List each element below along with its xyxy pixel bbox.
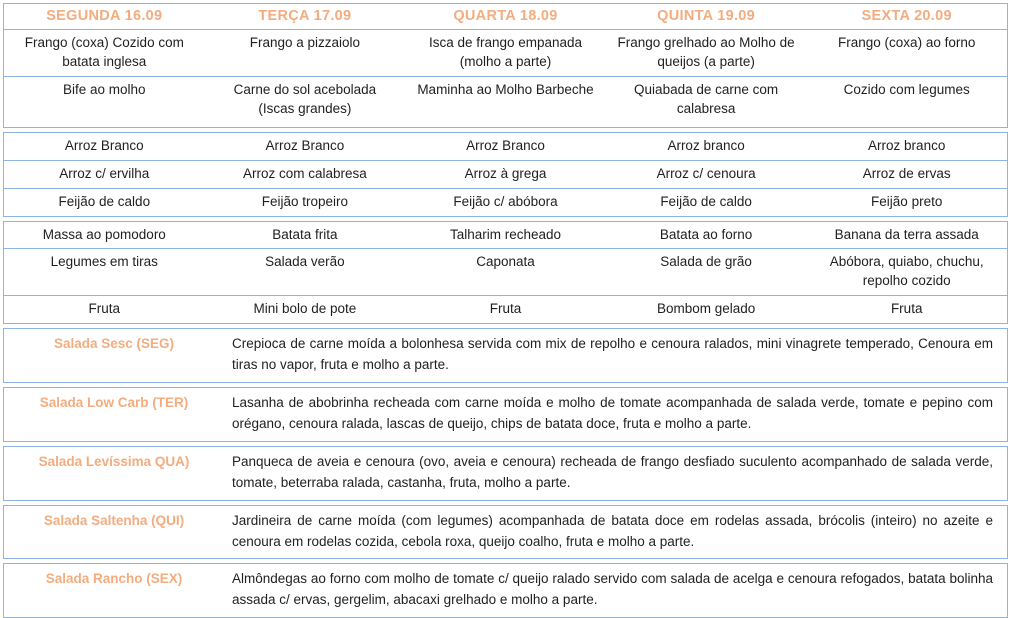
menu-cell: Arroz Branco: [466, 137, 545, 153]
menu-cell: Frango (coxa) ao forno: [838, 35, 976, 51]
salad-description: Lasanha de abobrinha recheada com carne moída e molho de tomate acompanhada de salada verde, tomate e pepino com orégano, cenoura ralada, lascas de queijo, chips de batata doce, fruta e molho a parte.: [232, 394, 993, 431]
salad-description: Almôndegas ao forno com molho de tomate c/ queijo ralado servido com salada de acelga e cenoura refogados, batata bolinha assada c/ ervas, gergelim, abacaxi grelhado e molho a parte.: [232, 571, 993, 608]
salad-description: Panqueca de aveia e cenoura (ovo, aveia e cenoura) recheada de frango desfiado suculento acompanhado de salada verde, tomate, beterraba ralada, castanha, fruta, molho a parte.: [232, 453, 993, 490]
salad-label: Salada Low Carb (TER): [39, 394, 189, 410]
salad-label: Salada Sesc (SEG): [53, 336, 175, 352]
salad-row: [4, 506, 1007, 559]
salad-row: [4, 329, 1007, 382]
menu-cell: Maminha ao Molho Barbeche: [417, 82, 594, 98]
menu-row: [4, 222, 1007, 249]
salad-label: Salada Saltenha (QUI): [43, 512, 185, 528]
menu-row: [4, 188, 1007, 216]
menu-cell: Batata ao forno: [659, 226, 753, 242]
salad-description: Jardineira de carne moída (com legumes) acompanhada de batata doce em rodelas assada, brócolis (inteiro) no azeite e cenoura em rodelas cozida, cebola roxa, queijo coalho, fruta e molho a parte.: [232, 512, 993, 549]
menu-cell: Feijão preto: [871, 193, 943, 209]
menu-cell: Frango (coxa) Cozido com batata inglesa: [24, 35, 184, 70]
day-header: QUARTA 18.09: [453, 8, 558, 24]
menu-cell: Massa ao pomodoro: [42, 226, 166, 242]
menu-row: [4, 248, 1007, 295]
salad-label: Salada Levíssima QUA): [38, 453, 190, 469]
menu-cell: Arroz c/ cenoura: [656, 165, 756, 181]
menu-cell: Salada de grão: [660, 254, 752, 270]
menu-cell: Bife ao molho: [63, 82, 146, 98]
salad-row: [4, 447, 1007, 500]
menu-cell: Arroz Branco: [64, 137, 144, 153]
menu-cell: Salada verão: [265, 254, 345, 270]
menu-cell: Arroz com calabresa: [242, 165, 367, 181]
menu-row: [4, 160, 1007, 188]
menu-cell: Mini bolo de pote: [253, 301, 357, 317]
menu-cell: Batata frita: [272, 226, 338, 242]
table-block: [3, 563, 1008, 618]
menu-cell: Fruta: [489, 301, 522, 317]
menu-cell: Isca de frango empanada (molho a parte): [428, 35, 583, 70]
menu-cell: Arroz de ervas: [862, 165, 951, 181]
menu-row: [4, 133, 1007, 160]
menu-cell: Feijão tropeiro: [261, 193, 349, 209]
menu-cell: Feijão c/ abóbora: [453, 193, 558, 209]
menu-cell: Feijão de caldo: [58, 193, 151, 209]
menu-cell: Fruta: [890, 301, 923, 317]
table-block: [3, 446, 1008, 501]
table-block: [3, 3, 1008, 128]
weekly-menu-table: [3, 3, 1008, 618]
salad-row: [4, 388, 1007, 441]
table-block: [3, 221, 1008, 325]
day-header: SEXTA 20.09: [861, 8, 952, 24]
menu-cell: Bombom gelado: [656, 301, 756, 317]
menu-cell: Talharim recheado: [449, 226, 562, 242]
salad-description: Crepioca de carne moída a bolonhesa servida com mix de repolho e cenoura ralados, mini vinagrete temperado, Cenoura em tiras no vapor, fruta e molho a parte.: [232, 336, 993, 373]
menu-cell: Fruta: [88, 301, 121, 317]
menu-row: [4, 76, 1007, 127]
day-header: QUINTA 19.09: [657, 8, 756, 24]
menu-cell: Cozido com legumes: [843, 82, 970, 98]
menu-cell: Quiabada de carne com calabresa: [634, 82, 779, 116]
menu-cell: Arroz branco: [667, 137, 745, 153]
table-block: [3, 505, 1008, 560]
menu-cell: Arroz branco: [868, 137, 946, 153]
table-block: [3, 132, 1008, 217]
salad-label: Salada Rancho (SEX): [45, 571, 183, 587]
menu-cell: Arroz Branco: [265, 137, 345, 153]
menu-cell: Arroz à grega: [464, 165, 547, 181]
menu-cell: Abóbora, quiabo, chuchu, repolho cozido: [829, 254, 984, 289]
header-row: [4, 4, 1007, 29]
menu-cell: Arroz c/ ervilha: [59, 165, 150, 181]
menu-cell: Frango grelhado ao Molho de queijos (a parte): [617, 35, 795, 70]
table-block: [3, 328, 1008, 383]
day-header: TERÇA 17.09: [258, 8, 352, 24]
menu-cell: Carne do sol acebolada (Iscas grandes): [233, 82, 377, 116]
menu-cell: Feijão de caldo: [660, 193, 752, 209]
menu-cell: Banana da terra assada: [834, 226, 979, 242]
menu-row: [4, 295, 1007, 323]
table-block: [3, 387, 1008, 442]
menu-cell: Legumes em tiras: [50, 254, 158, 270]
salad-row: [4, 564, 1007, 617]
day-header: SEGUNDA 16.09: [46, 8, 163, 24]
menu-row: [4, 29, 1007, 76]
menu-cell: Caponata: [476, 254, 535, 270]
menu-cell: Frango a pizzaiolo: [249, 35, 361, 51]
